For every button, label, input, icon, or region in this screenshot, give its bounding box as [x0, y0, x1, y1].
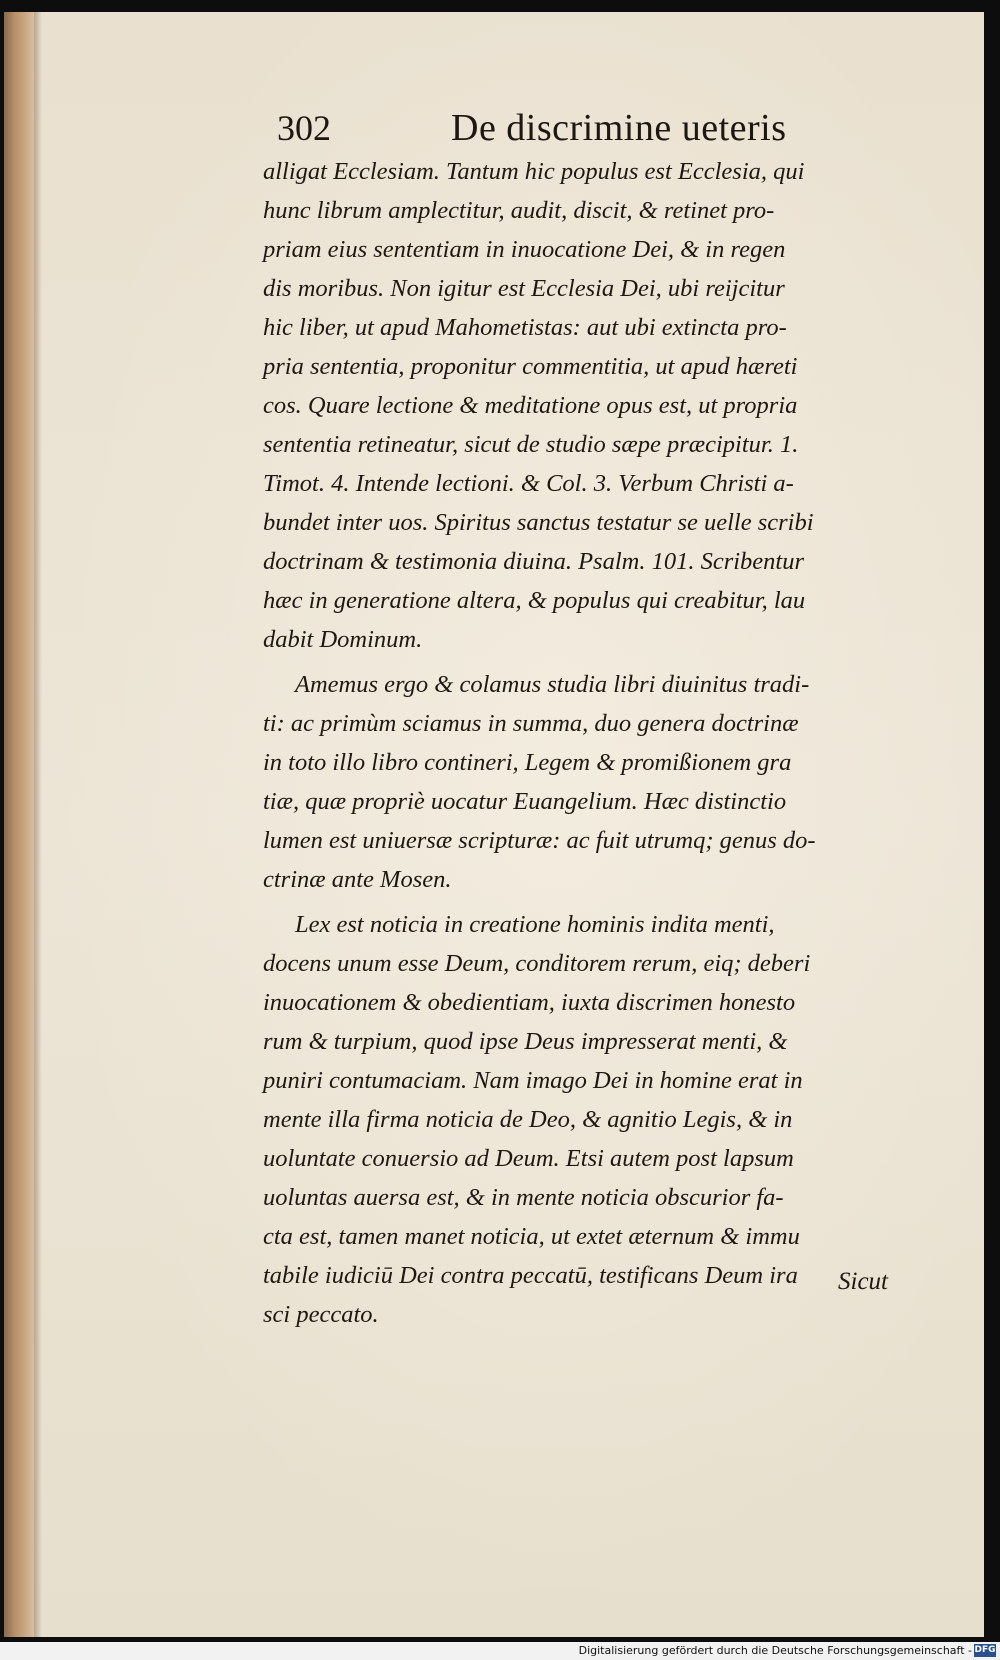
text-line: alligat Ecclesiam. Tantum hic populus est Ecclesia, qui [263, 158, 805, 185]
catchword: Sicut [838, 1268, 888, 1295]
text-line: mente illa firma noticia de Deo, & agnitio Legis, & in [263, 1106, 793, 1133]
text-line: tabile iudiciū Dei contra peccatū, testificans Deum ira [263, 1262, 798, 1289]
text-line: sententia retineatur, sicut de studio sæpe præcipitur. 1. [263, 431, 799, 458]
text-line: bundet inter uos. Spiritus sanctus testatur se uelle scribi [263, 509, 814, 536]
running-head [277, 104, 837, 152]
footer-bar [0, 1642, 1000, 1660]
text-line: sci peccato. [263, 1301, 379, 1328]
text-line: rum & turpium, quod ipse Deus impresserat menti, & [263, 1028, 788, 1055]
text-line: dabit Dominum. [263, 626, 423, 653]
text-line: docens unum esse Deum, conditorem rerum, eiq; deberi [263, 950, 811, 977]
text-line: hunc librum amplectitur, audit, discit, & retinet pro- [263, 197, 775, 224]
body-text [263, 152, 903, 1334]
text-line: doctrinam & testimonia diuina. Psalm. 101. Scribentur [263, 548, 805, 575]
gutter-shadow [34, 12, 42, 1637]
funding-credit: Digitalisierung gefördert durch die Deutsche Forschungsgemeinschaft - [578, 1644, 972, 1657]
dfg-logo-icon: DFG [974, 1645, 996, 1655]
running-title: De discrimine ueteris [451, 107, 787, 149]
text-line: Timot. 4. Intende lectioni. & Col. 3. Verbum Christi a- [263, 470, 794, 497]
text-line: dis moribus. Non igitur est Ecclesia Dei, ubi reijcitur [263, 275, 785, 302]
book-edge [4, 12, 35, 1637]
text-line: ti: ac primùm sciamus in summa, duo genera doctrinæ [263, 710, 799, 737]
paragraph-start-line: Amemus ergo & colamus studia libri diuinitus tradi- [295, 671, 810, 698]
text-line: hæc in generatione altera, & populus qui creabitur, lau [263, 587, 806, 614]
paragraph-start-line: Lex est noticia in creatione hominis indita menti, [295, 911, 775, 938]
text-line: cta est, tamen manet noticia, ut extet æternum & immu [263, 1223, 800, 1250]
page-number: 302 [277, 108, 331, 148]
text-line: inuocationem & obedientiam, iuxta discrimen honesto [263, 989, 796, 1016]
text-line: lumen est uniuersæ scripturæ: ac fuit utrumq; genus do- [263, 827, 816, 854]
text-line: cos. Quare lectione & meditatione opus est, ut propria [263, 392, 798, 419]
text-line: in toto illo libro contineri, Legem & promißionem gra [263, 749, 792, 776]
text-line: puniri contumaciam. Nam imago Dei in homine erat in [263, 1067, 803, 1094]
text-line: uoluntate conuersio ad Deum. Etsi autem post lapsum [263, 1145, 794, 1172]
text-line: pria sententia, proponitur commentitia, ut apud hæreti [263, 353, 798, 380]
text-line: hic liber, ut apud Mahometistas: aut ubi extincta pro- [263, 314, 787, 341]
text-line: uoluntas auersa est, & in mente noticia obscurior fa- [263, 1184, 784, 1211]
text-line: priam eius sententiam in inuocatione Dei, & in regen [263, 236, 786, 263]
text-line: ctrinæ ante Mosen. [263, 866, 452, 893]
text-line: tiæ, quæ propriè uocatur Euangelium. Hæc distinctio [263, 788, 787, 815]
